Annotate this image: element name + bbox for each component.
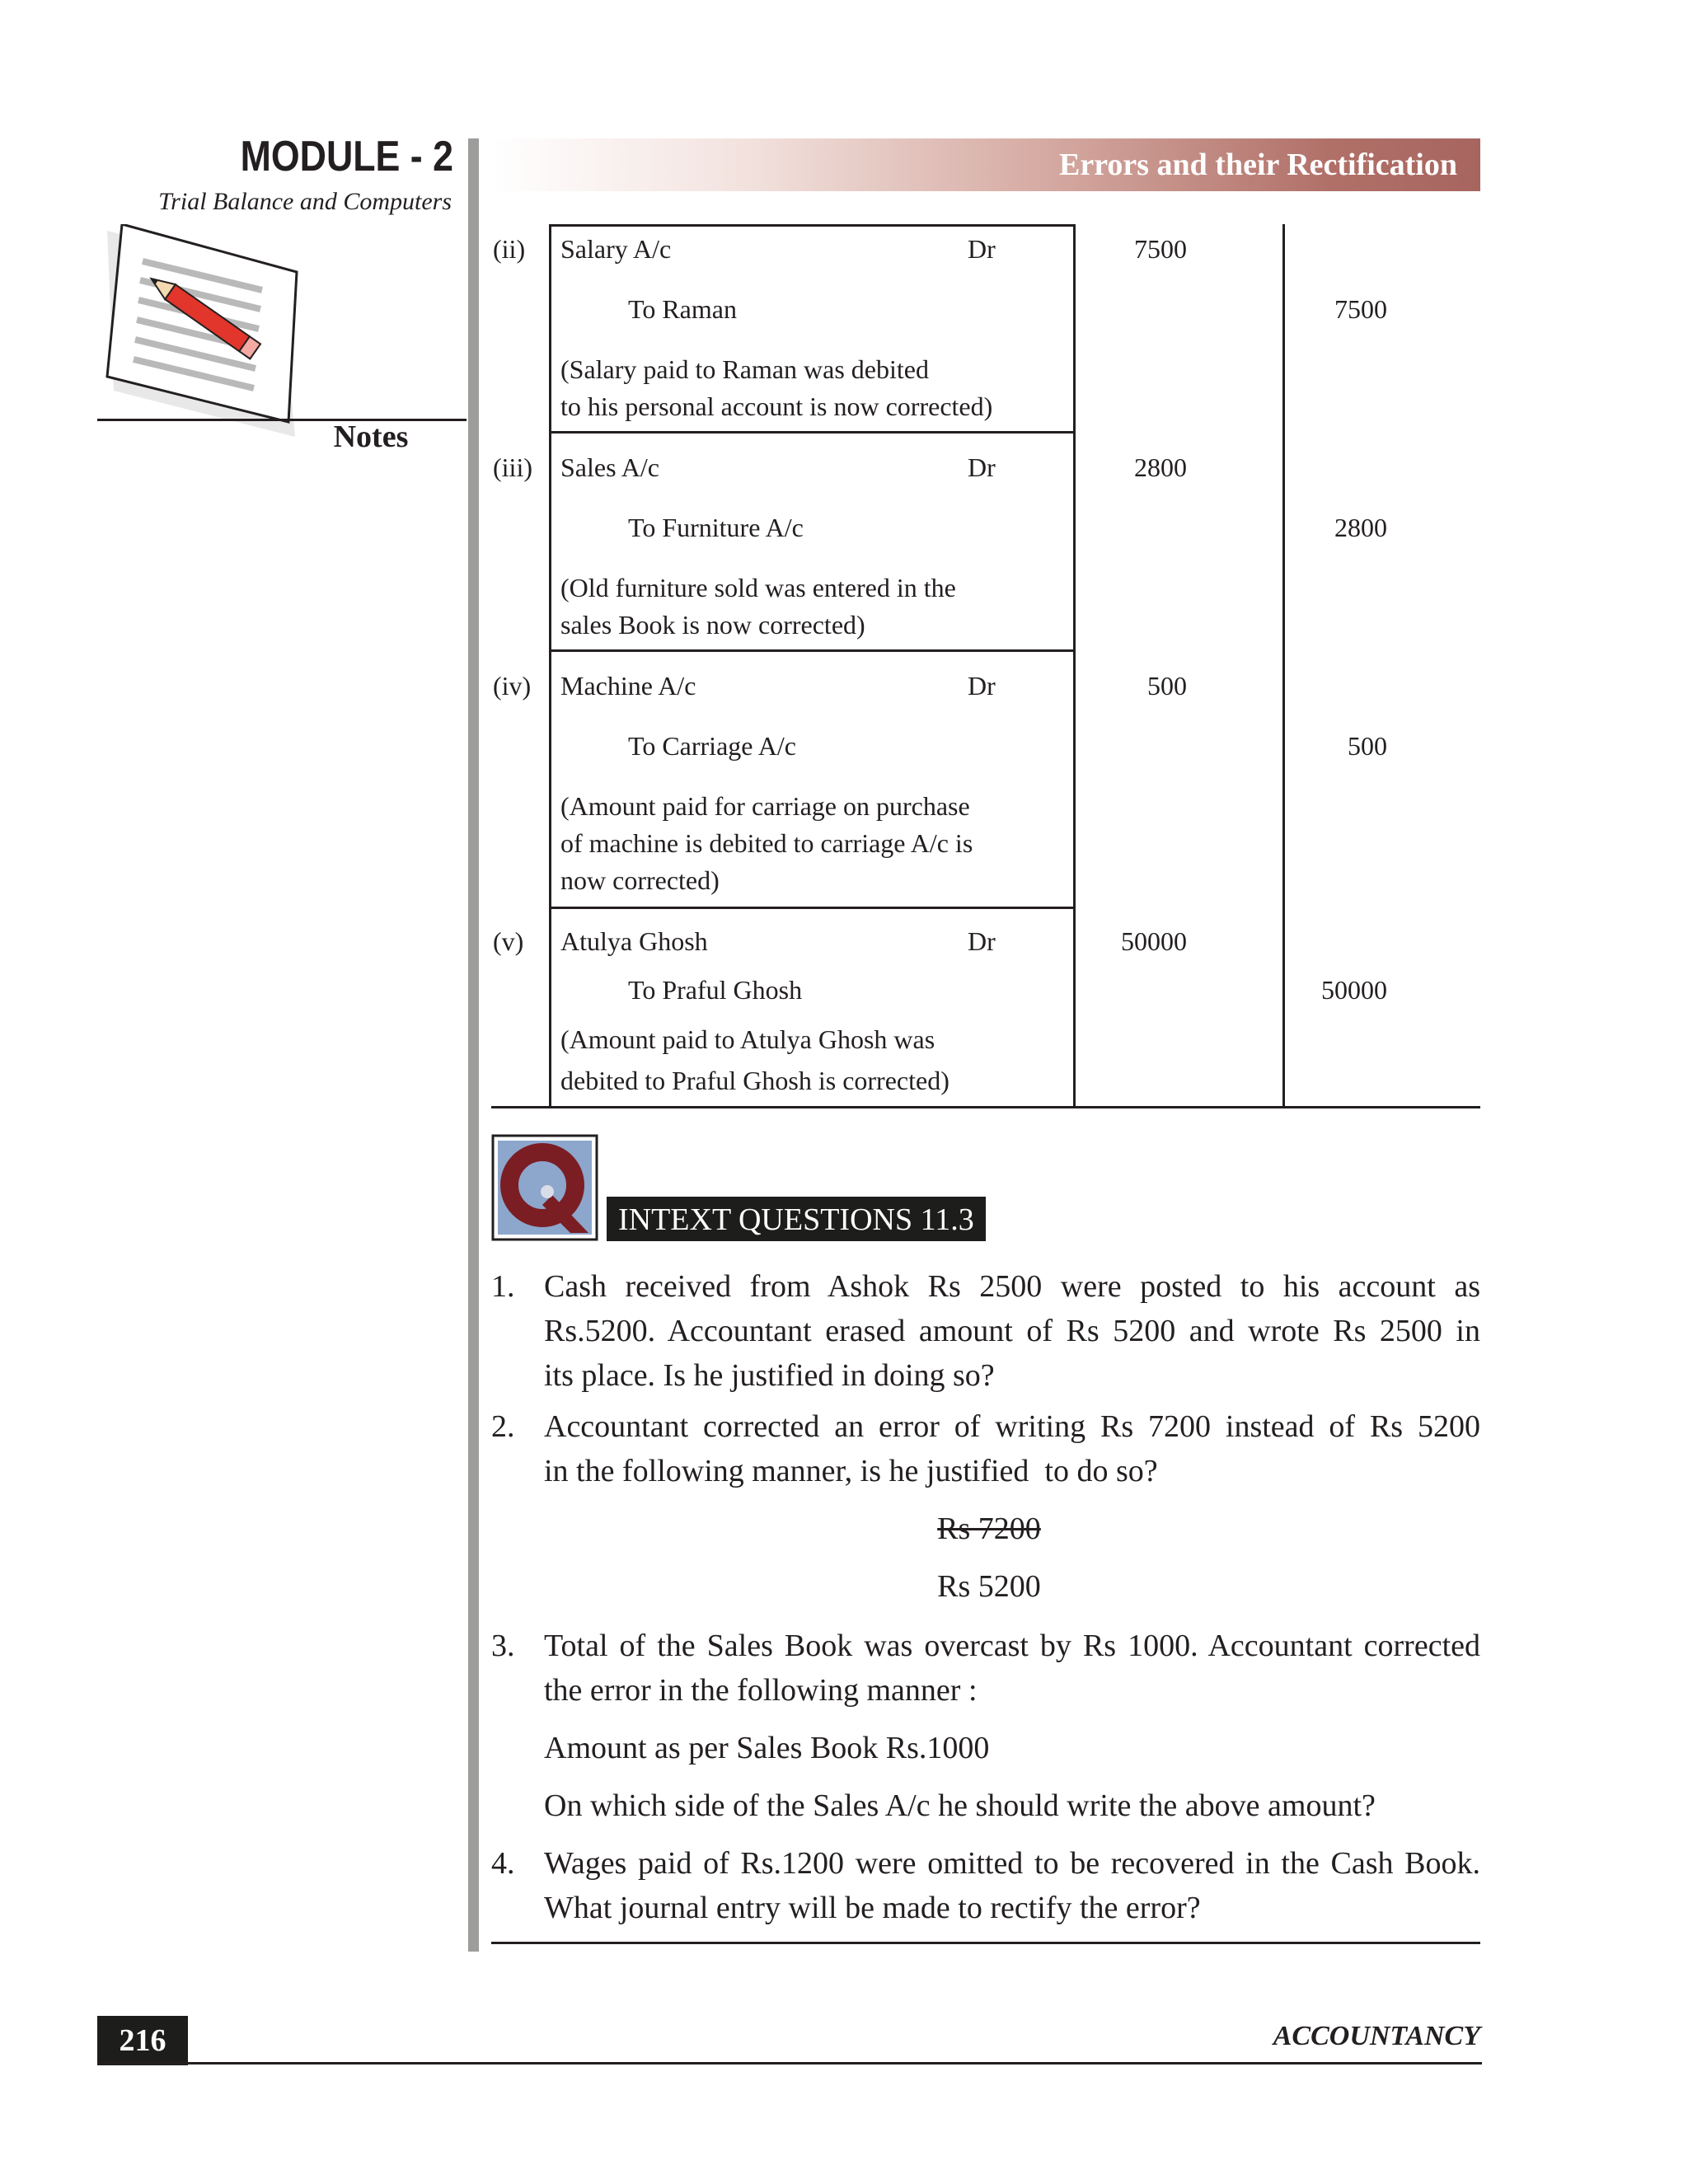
chapter-header [491, 138, 1480, 191]
corrected-amount: Rs 5200 [937, 1569, 1041, 1604]
debit-account: Sales A/c [560, 452, 659, 482]
table-rule [549, 649, 1076, 652]
debit-amount: 2800 [1134, 452, 1187, 482]
section-end-rule [491, 1942, 1480, 1944]
question-line: Amount as per Sales Book Rs.1000 [544, 1731, 990, 1765]
narration: to his personal account is now corrected) [560, 391, 993, 421]
dr-label: Dr [968, 452, 996, 482]
narration: (Amount paid to Atulya Ghosh was [560, 1024, 935, 1054]
question-line: Cash received from Ashok Rs 2500 were posted to his account as [544, 1269, 1480, 1304]
table-rule [1282, 224, 1285, 1108]
credit-account: To Raman [628, 294, 737, 324]
notes-pencil-icon [97, 224, 312, 447]
question-line: What journal entry will be made to rectify the error? [544, 1891, 1201, 1925]
credit-amount: 7500 [1334, 294, 1387, 324]
margin-bar [468, 138, 479, 1952]
question-line: in the following manner, is he justified to do so? [544, 1454, 1158, 1488]
table-rule [549, 907, 1076, 909]
question-line: its place. Is he justified in doing so? [544, 1358, 995, 1393]
debit-amount: 50000 [1121, 926, 1187, 956]
book-title: ACCOUNTANCY [1273, 2021, 1480, 2051]
intext-questions-title: INTEXT QUESTIONS 11.3 [607, 1197, 986, 1241]
dr-label: Dr [968, 926, 996, 956]
page-number: 216 [97, 2016, 188, 2065]
debit-account: Atulya Ghosh [560, 926, 708, 956]
narration: sales Book is now corrected) [560, 610, 865, 640]
credit-amount: 500 [1348, 731, 1387, 761]
debit-amount: 500 [1147, 671, 1187, 701]
entry-number: (v) [493, 926, 524, 956]
module-title: MODULE - 2 [240, 133, 453, 180]
credit-account: To Praful Ghosh [628, 975, 803, 1005]
credit-account: To Furniture A/c [628, 513, 804, 542]
question-line: Total of the Sales Book was overcast by Rs 1000. Accountant corrected [544, 1629, 1480, 1663]
dr-label: Dr [968, 234, 996, 264]
credit-amount: 50000 [1321, 975, 1387, 1005]
notes-label: Notes [333, 419, 409, 454]
table-rule [1073, 224, 1076, 1108]
narration: (Amount paid for carriage on purchase [560, 791, 970, 821]
question-number: 1. [491, 1269, 515, 1304]
question-number: 3. [491, 1629, 515, 1663]
struck-amount: Rs 7200 [937, 1511, 1041, 1546]
narration: (Old furniture sold was entered in the [560, 573, 956, 602]
question-line: the error in the following manner : [544, 1673, 978, 1708]
debit-amount: 7500 [1134, 234, 1187, 264]
question-line: On which side of the Sales A/c he should write the above amount? [544, 1788, 1376, 1823]
credit-account: To Carriage A/c [628, 731, 796, 761]
entry-number: (iii) [493, 452, 532, 482]
chapter-title: Errors and their Rectification [1058, 148, 1457, 182]
footer-rule [97, 2062, 1482, 2064]
narration: debited to Praful Ghosh is corrected) [560, 1066, 950, 1095]
dr-label: Dr [968, 671, 996, 701]
module-subtitle: Trial Balance and Computers [158, 188, 452, 215]
question-number: 4. [491, 1846, 515, 1881]
credit-amount: 2800 [1334, 513, 1387, 542]
narration: (Salary paid to Raman was debited [560, 354, 929, 384]
narration: now corrected) [560, 865, 720, 895]
table-rule [549, 224, 551, 1108]
question-number: 2. [491, 1409, 515, 1444]
debit-account: Salary A/c [560, 234, 672, 264]
narration: of machine is debited to carriage A/c is [560, 828, 973, 858]
table-rule [549, 224, 1076, 227]
question-line: Wages paid of Rs.1200 were omitted to be recovered in the Cash Book. [544, 1846, 1480, 1881]
entry-number: (iv) [493, 671, 532, 701]
table-rule [549, 431, 1076, 434]
question-icon [491, 1134, 598, 1241]
debit-account: Machine A/c [560, 671, 696, 701]
entry-number: (ii) [493, 234, 526, 264]
question-line: Rs.5200. Accountant erased amount of Rs 5200 and wrote Rs 2500 in [544, 1314, 1480, 1348]
question-line: Accountant corrected an error of writing Rs 7200 instead of Rs 5200 [544, 1409, 1480, 1444]
table-rule [491, 1106, 1480, 1108]
